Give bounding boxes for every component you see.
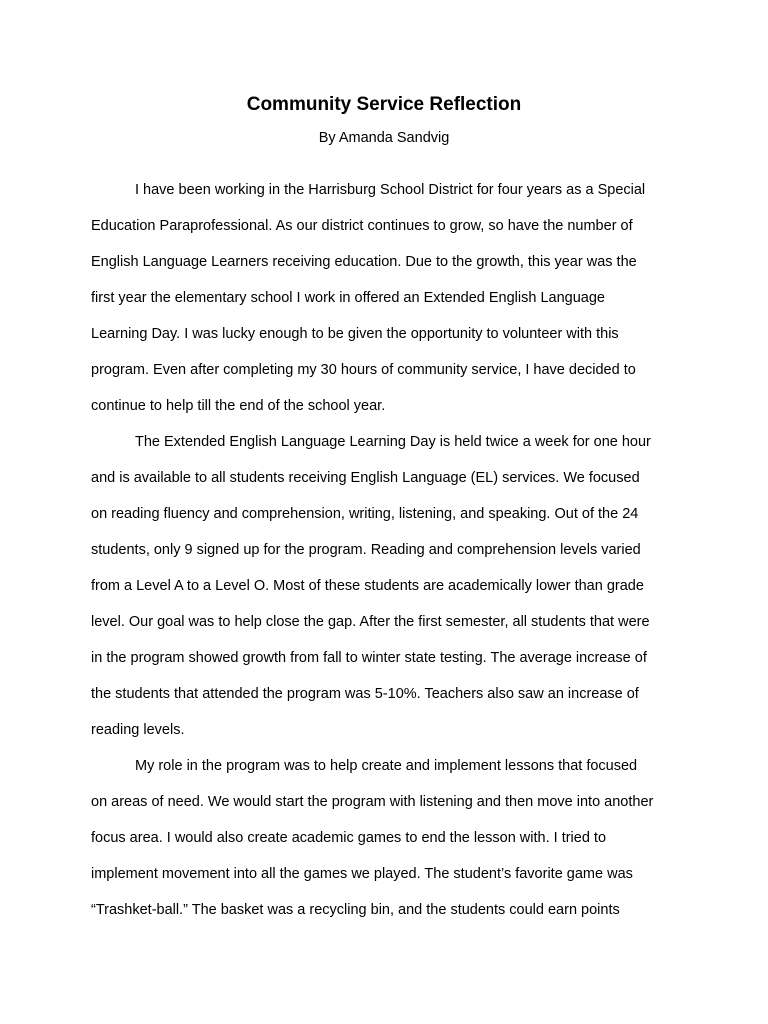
paragraph-3-line-2: on areas of need. We would start the program with listening and then move into another	[91, 794, 654, 810]
paragraph-2-line-4: students, only 9 signed up for the program. Reading and comprehension levels varied	[91, 542, 641, 558]
paragraph-1-line-4: first year the elementary school I work in offered an Extended English Language	[91, 290, 605, 306]
document-title: Community Service Reflection	[246, 94, 522, 115]
paragraph-1-line-7: continue to help till the end of the school year.	[91, 398, 386, 414]
paragraph-2-line-5: from a Level A to a Level O. Most of these students are academically lower than grade	[91, 578, 644, 594]
document-body	[91, 172, 681, 928]
paragraph-2-line-9: reading levels.	[91, 722, 185, 738]
paragraph-3-line-5: “Trashket-ball.” The basket was a recycling bin, and the students could earn points	[91, 902, 620, 918]
paragraph-2-line-6: level. Our goal was to help close the gap. After the first semester, all students that were	[91, 614, 650, 630]
paragraph-1-line-3: English Language Learners receiving education. Due to the growth, this year was the	[91, 254, 637, 270]
paragraph-1-line-2: Education Paraprofessional. As our district continues to grow, so have the number of	[91, 218, 633, 234]
paragraph-3-line-4: implement movement into all the games we played. The student’s favorite game was	[91, 866, 633, 882]
paragraph-2-line-7: in the program showed growth from fall to winter state testing. The average increase of	[91, 650, 647, 666]
paragraph-2-line-3: on reading fluency and comprehension, writing, listening, and speaking. Out of the 24	[91, 506, 639, 522]
paragraph-1-line-5: Learning Day. I was lucky enough to be given the opportunity to volunteer with this	[91, 326, 619, 342]
paragraph-3-line-1: My role in the program was to help create and implement lessons that focused	[135, 758, 638, 774]
paragraph-3-line-3: focus area. I would also create academic games to end the lesson with. I tried to	[91, 830, 607, 846]
paragraph-1-line-1: I have been working in the Harrisburg School District for four years as a Special	[135, 182, 646, 198]
paragraph-2-line-2: and is available to all students receiving English Language (EL) services. We focused	[91, 470, 640, 486]
paragraph-2-line-1: The Extended English Language Learning Day is held twice a week for one hour	[135, 434, 651, 450]
paragraph-2-line-8: the students that attended the program was 5-10%. Teachers also saw an increase of	[91, 686, 639, 702]
paragraph-1-line-6: program. Even after completing my 30 hours of community service, I have decided to	[91, 362, 636, 378]
document-byline: By Amanda Sandvig	[318, 130, 450, 146]
